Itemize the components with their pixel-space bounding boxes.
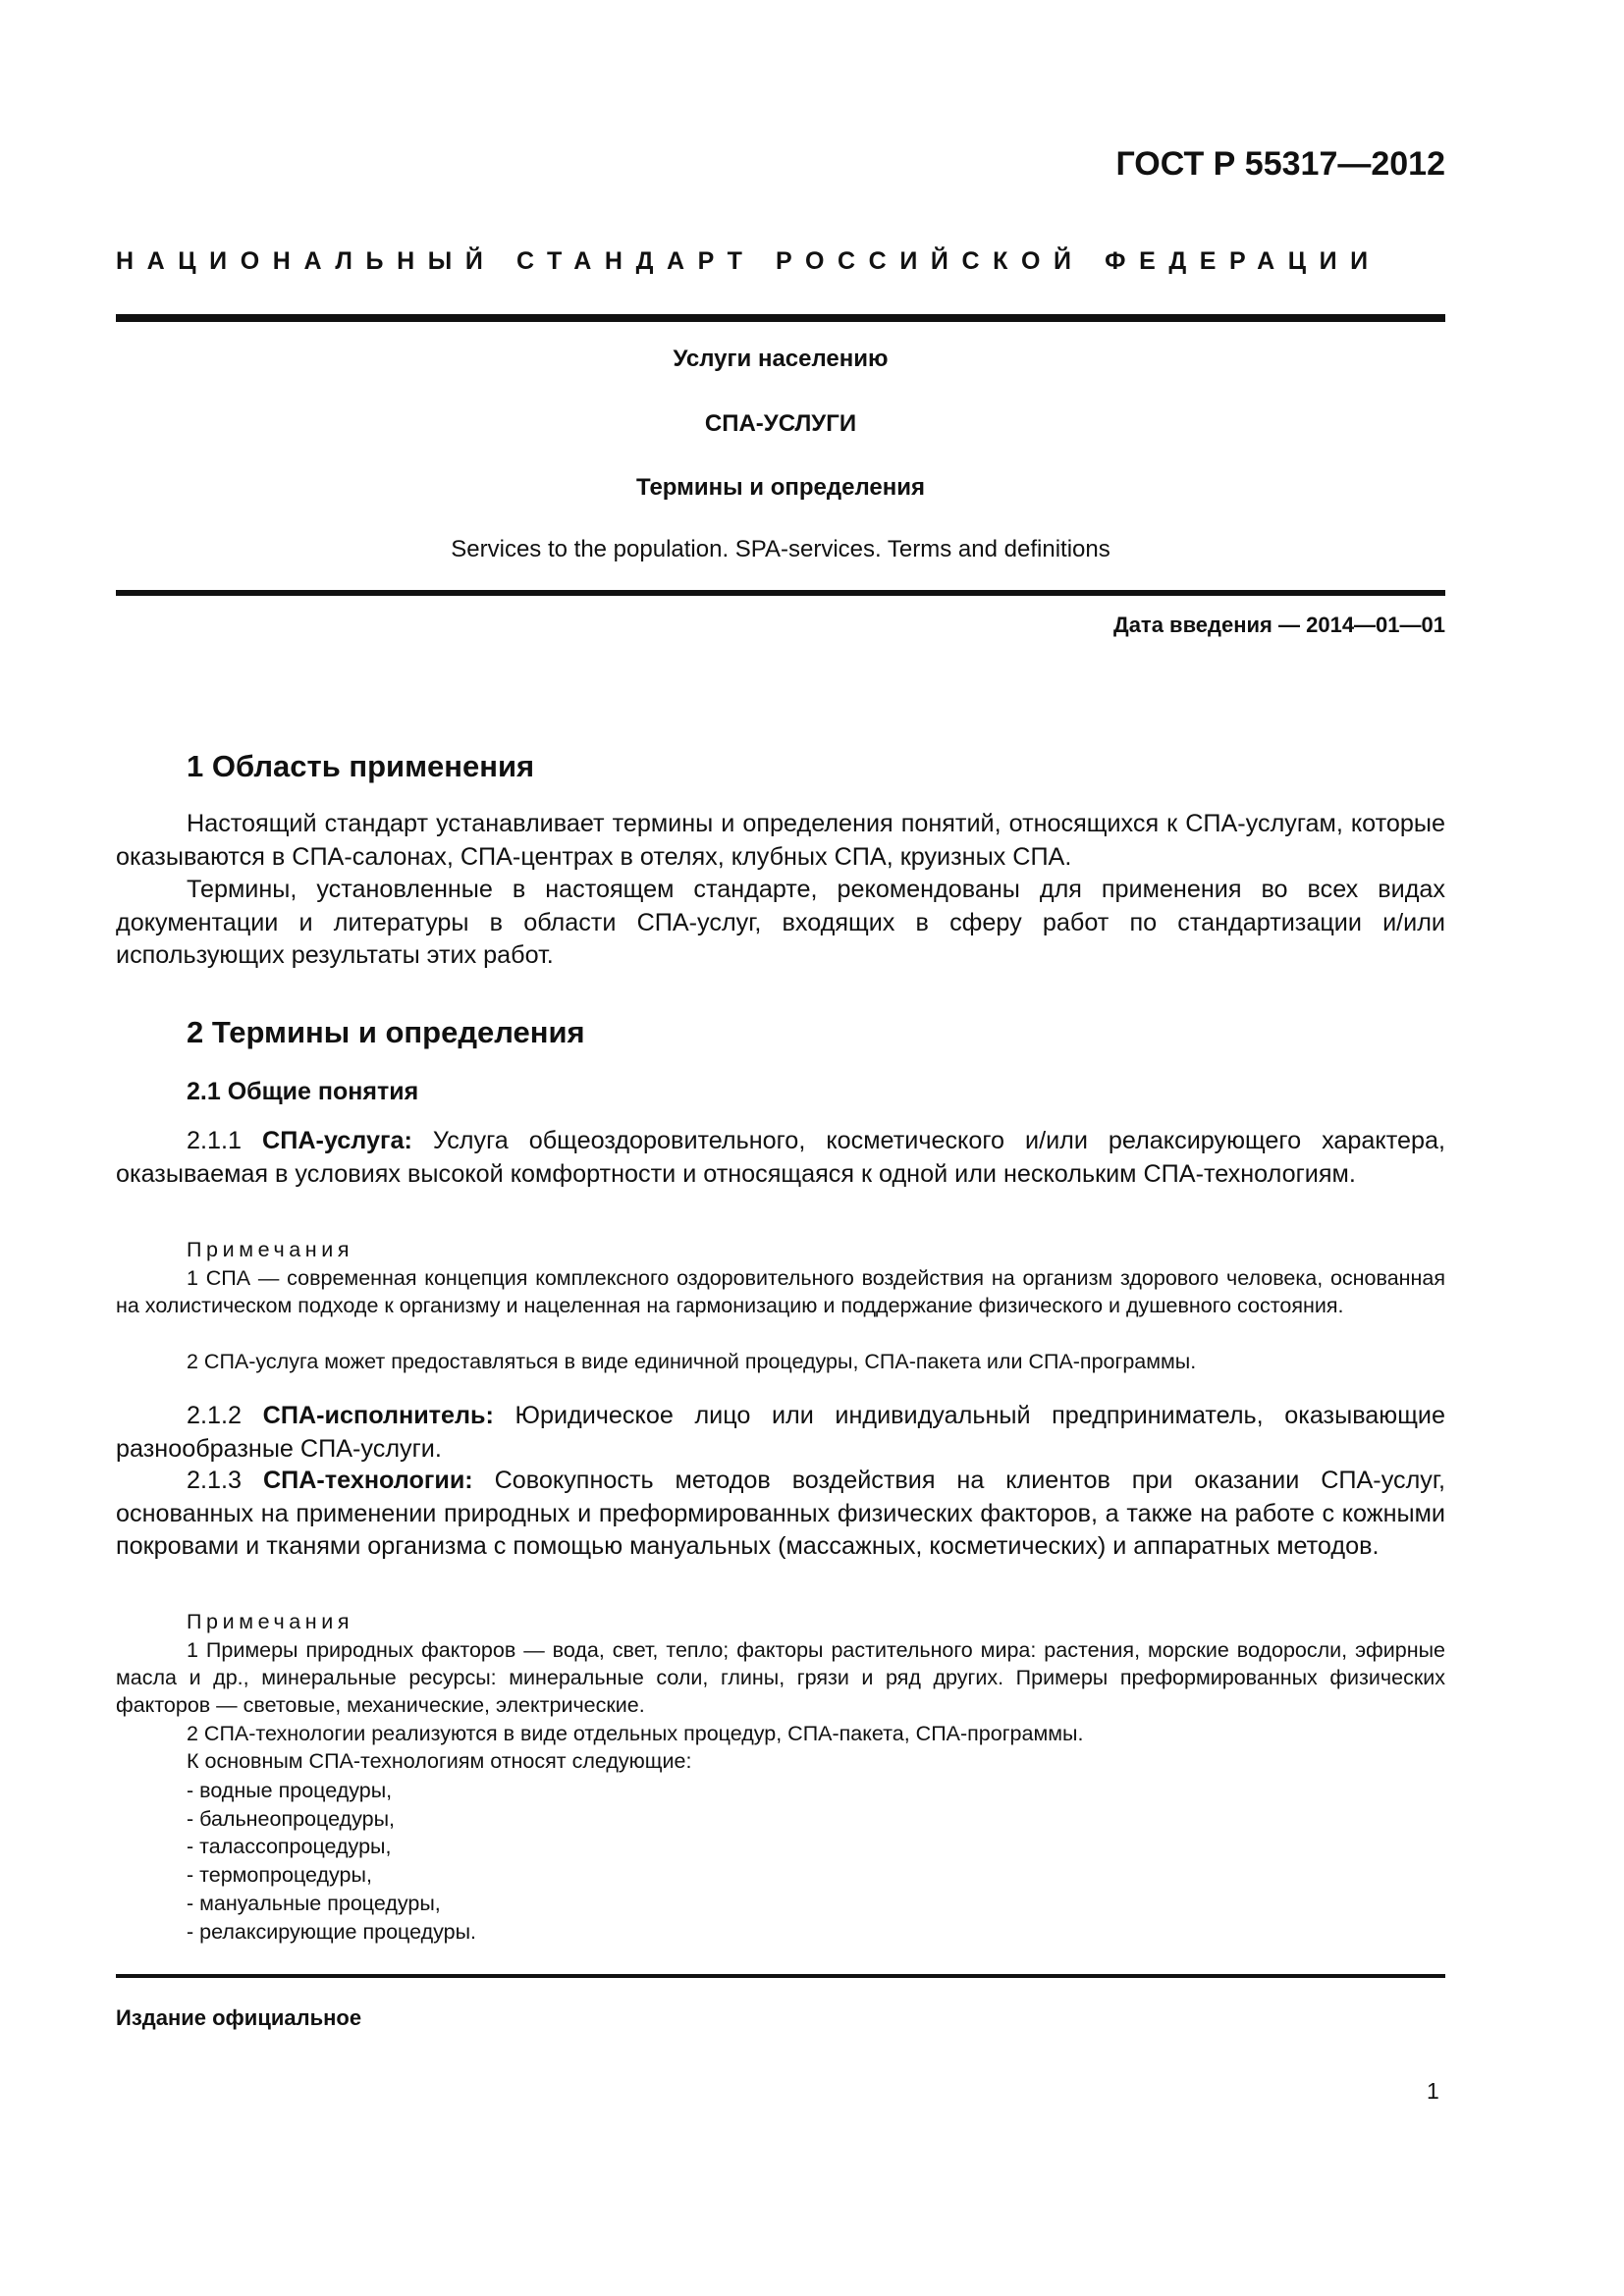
title-rule	[116, 590, 1445, 596]
notes-heading: Примечания	[187, 1238, 354, 1261]
section-1-paragraph-1: Настоящий стандарт устанавливает термины и определения понятий, относящихся к СПА-услугам, которые оказываются в СПА-салонах, СПА-центрах в отелях, клубных СПА, круизных СПА.	[116, 810, 1445, 871]
section-1-heading: 1 Область применения	[187, 749, 535, 783]
title-spa-services: СПА-УСЛУГИ	[704, 410, 857, 437]
note-2: 2 СПА-технологии реализуются в виде отдельных процедур, СПА-пакета, СПА-программы.	[187, 1722, 1084, 1745]
spa-technologies-list	[187, 1777, 476, 1946]
english-title: Services to the population. SPA-services. Terms and definitions	[451, 536, 1110, 562]
list-item: - термопроцедуры,	[187, 1863, 372, 1888]
national-standard-banner: НАЦИОНАЛЬНЫЙ СТАНДАРТ РОССИЙСКОЙ ФЕДЕРАЦИИ	[116, 247, 1381, 275]
list-item: - талассопроцедуры,	[187, 1835, 392, 1859]
title-services: Услуги населению	[673, 346, 889, 372]
list-intro: К основным СПА-технологиям относят следующие:	[187, 1749, 692, 1773]
document-code: ГОСТ Р 55317—2012	[1115, 145, 1445, 183]
term-name: СПА-услуга:	[262, 1127, 412, 1154]
footer-rule	[116, 1974, 1445, 1978]
subsection-2-1-heading: 2.1 Общие понятия	[187, 1078, 419, 1105]
note-2: 2 СПА-услуга может предоставляться в виде единичной процедуры, СПА-пакета или СПА-программы.	[187, 1350, 1197, 1373]
term-2-1-3	[116, 1465, 1445, 1564]
term-number: 2.1.1	[187, 1127, 263, 1154]
term-2-1-1	[116, 1125, 1445, 1191]
list-item: - релаксирующие процедуры.	[187, 1919, 477, 1944]
list-item: - бальнеопроцедуры,	[187, 1806, 395, 1831]
term-definition: Совокупность методов воздействия на клиентов при оказании СПА-услуг, основанных на применении природных и преформированных физических факторов, а также на работе с кожными покровами и тканями организма с помощью мануальных (массажных, косметических) и аппаратных методов.	[116, 1467, 1445, 1560]
term-definition: Услуга общеоздоровительного, косметического и/или релаксирующего характера, оказываемая в условиях высокой комфортности и относящаяся к одной или нескольким СПА-технологиям.	[116, 1127, 1445, 1188]
official-edition-label: Издание официальное	[116, 2005, 362, 2030]
list-item: - мануальные процедуры,	[187, 1891, 441, 1915]
term-name: СПА-технологии:	[262, 1467, 473, 1494]
title-terms-definitions: Термины и определения	[635, 474, 926, 501]
term-number: 2.1.2	[187, 1402, 263, 1429]
notes-heading: Примечания	[187, 1610, 354, 1633]
term-2-1-2	[116, 1400, 1445, 1466]
note-1: 1 Примеры природных факторов — вода, свет, тепло; факторы растительного мира: растения, морские водоросли, эфирные масла и др., минеральные ресурсы: минеральные соли, глины, грязи и ряд других. Примеры преформированных физических факторов — световые, механические, электрические.	[116, 1638, 1445, 1717]
page-number: 1	[1427, 2078, 1439, 2104]
term-name: СПА-исполнитель:	[262, 1402, 494, 1429]
top-rule	[116, 314, 1445, 322]
term-definition: Юридическое лицо или индивидуальный предприниматель, оказывающие разнообразные СПА-услуги.	[116, 1402, 1445, 1463]
introduction-date: Дата введения — 2014—01—01	[1113, 613, 1445, 637]
term-number: 2.1.3	[187, 1467, 263, 1494]
section-2-heading: 2 Термины и определения	[187, 1015, 585, 1049]
section-1-paragraph-2: Термины, установленные в настоящем стандарте, рекомендованы для применения во всех видах документации и литературы в области СПА-услуг, входящих в сферу работ по стандартизации и/или использующих результаты этих работ.	[116, 876, 1445, 969]
list-item: - водные процедуры,	[187, 1779, 393, 1802]
note-1: 1 СПА — современная концепция комплексного оздоровительного воздействия на организм здорового человека, основанная на холистическом подходе к организму и нацеленная на гармонизацию и поддержание физического и душевного состояния.	[116, 1266, 1445, 1317]
